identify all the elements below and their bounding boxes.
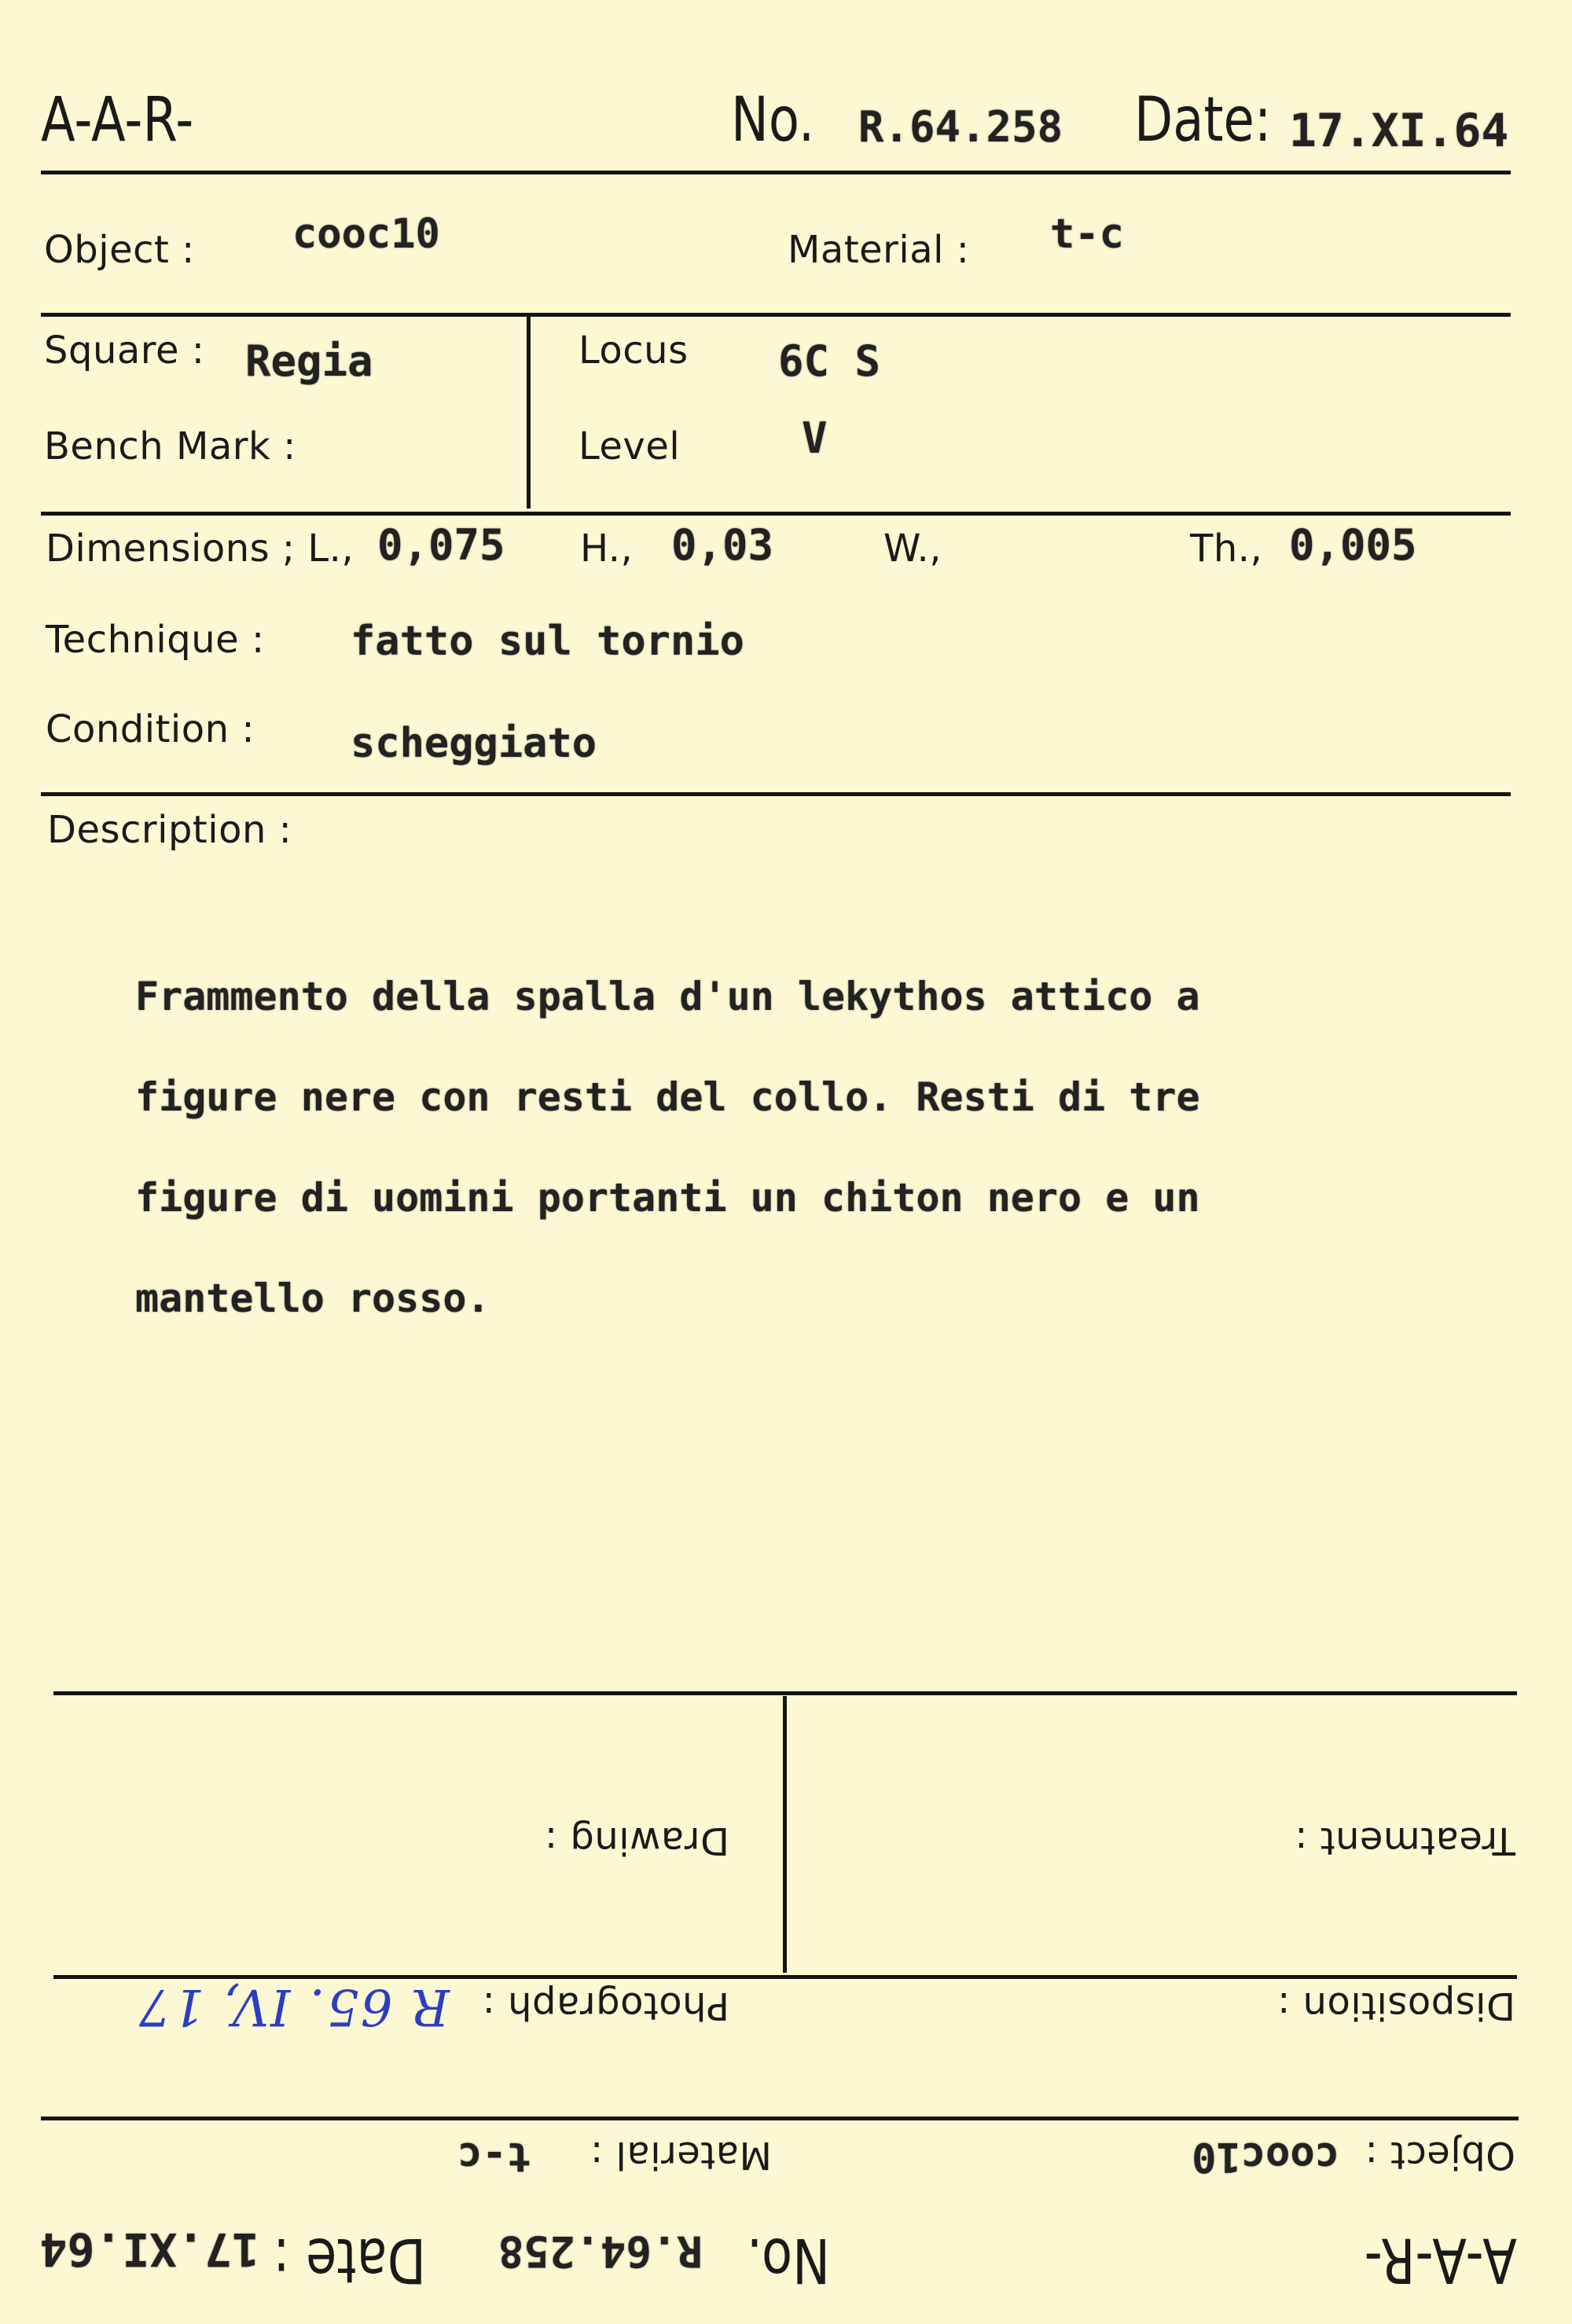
inverted-object-value: cooc10 — [1192, 2133, 1339, 2180]
description-label: Description : — [47, 808, 292, 852]
description-text — [135, 921, 1471, 1374]
inverted-drawing-label: Drawing : — [544, 1819, 729, 1863]
description-line: mantello rosso. — [135, 1276, 490, 1321]
inverted-material-label: Material : — [590, 2133, 772, 2177]
locus-value: 6C S — [778, 336, 881, 386]
square-value: Regia — [245, 336, 373, 386]
height-label: H., — [580, 527, 634, 571]
dimensions-label: Dimensions ; L., — [46, 527, 354, 571]
object-divider — [41, 313, 1511, 317]
width-label: W., — [883, 527, 942, 571]
locus-divider — [527, 316, 531, 508]
square-label: Square : — [44, 329, 205, 373]
inverted-photograph-handwritten: R 65. IV, 17 — [137, 1977, 450, 2036]
condition-value: scheggiato — [351, 720, 597, 767]
bench-mark-label: Bench Mark : — [44, 424, 296, 468]
date-label: Date: — [1134, 85, 1272, 156]
material-label: Material : — [788, 228, 970, 272]
level-value: V — [802, 413, 828, 463]
inverted-date-value: 17.XI.64 — [39, 2223, 259, 2276]
inverted-lower-card — [0, 1666, 1572, 2295]
date-value: 17.XI.64 — [1289, 104, 1509, 157]
inverted-org: A-A-R- — [1364, 2224, 1517, 2295]
thickness-value: 0,005 — [1289, 520, 1417, 570]
technique-value: fatto sul tornio — [351, 618, 744, 665]
object-label: Object : — [44, 228, 195, 272]
description-line: figure di uomini portanti un chiton nero e un — [135, 1175, 1200, 1221]
condition-label: Condition : — [46, 707, 255, 751]
object-value: cooc10 — [292, 211, 440, 258]
inverted-material-value: t-c — [457, 2133, 531, 2180]
org-header: A-A-R- — [41, 85, 194, 156]
header-divider — [41, 171, 1511, 174]
condition-divider — [41, 792, 1511, 796]
locus-block-divider — [41, 512, 1511, 516]
catalog-number: R.64.258 — [858, 102, 1063, 152]
description-line: Frammento della spalla d'un lekythos attico a — [135, 974, 1200, 1019]
inverted-no-label: No. — [746, 2224, 830, 2295]
inverted-date-label: Date : — [273, 2224, 426, 2295]
no-label: No. — [731, 85, 815, 156]
locus-label: Locus — [578, 329, 689, 373]
technique-label: Technique : — [46, 618, 265, 662]
height-value: 0,03 — [671, 520, 774, 570]
level-label: Level — [578, 424, 681, 468]
inverted-disposition-label: Disposition : — [1276, 1984, 1515, 2028]
inverted-treatment-label: Treatment : — [1294, 1819, 1515, 1863]
inverted-object-label: Object : — [1364, 2133, 1515, 2177]
thickness-label: Th., — [1190, 527, 1263, 571]
description-line: figure nere con resti del collo. Resti di tre — [135, 1074, 1200, 1120]
length-value: 0,075 — [377, 520, 505, 570]
inverted-photograph-label: Photograph : — [482, 1984, 729, 2028]
material-value: t-c — [1050, 211, 1124, 258]
inverted-no-value: R.64.258 — [498, 2227, 703, 2276]
